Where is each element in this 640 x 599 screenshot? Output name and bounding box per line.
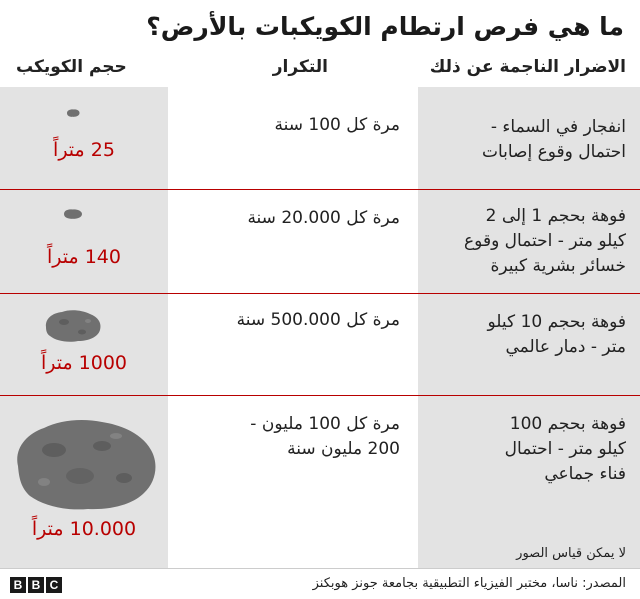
table-row [0,396,640,568]
footnote: لا يمكن قياس الصور [516,546,626,561]
frequency-cell: مرة كل 500.000 سنة [236,310,400,330]
table-row [0,87,640,190]
damage-cell: فوهة بحجم 1 إلى 2 كيلو متر - احتمال وقوع خسائر بشرية كبيرة [464,206,626,276]
asteroid-table [0,87,640,568]
frequency-cell: مرة كل 100 سنة [274,115,400,135]
table-row [0,294,640,396]
column-header-size: حجم الكويكب [16,57,127,77]
size-label: 25 متراً [53,139,115,161]
column-header-damage: الاضرار الناجمة عن ذلك [429,57,626,77]
size-label: 140 متراً [47,246,121,268]
frequency-cell: مرة كل 20.000 سنة [247,208,400,228]
damage-cell: انفجار في السماء - احتمال وقوع إصابات [481,117,626,162]
frequency-cell: مرة كل 100 مليون - 200 مليون سنة [250,414,400,459]
size-label: 10.000 متراً [31,518,137,540]
size-label: 1000 متراً [40,352,128,374]
small-asteroid-icon [62,208,84,220]
bbc-logo: B B C [10,577,62,593]
column-header-frequency: التكرار [272,57,328,77]
large-asteroid-icon [10,416,160,512]
footer [0,568,640,599]
medium-asteroid-icon [42,308,104,344]
page-title: ما هي فرص ارتطام الكويكبات بالأرض؟ [146,12,624,41]
source-text: المصدر: ناسا، مختبر الفيزياء التطبيقية بجامعة جونز هوبكنز [312,576,626,591]
small-asteroid-icon [65,108,81,118]
damage-cell: فوهة بحجم 10 كيلو متر - دمار عالمي [487,312,626,357]
damage-cell: فوهة بحجم 100 كيلو متر - احتمال فناء جماعي [504,414,626,484]
table-row [0,190,640,294]
